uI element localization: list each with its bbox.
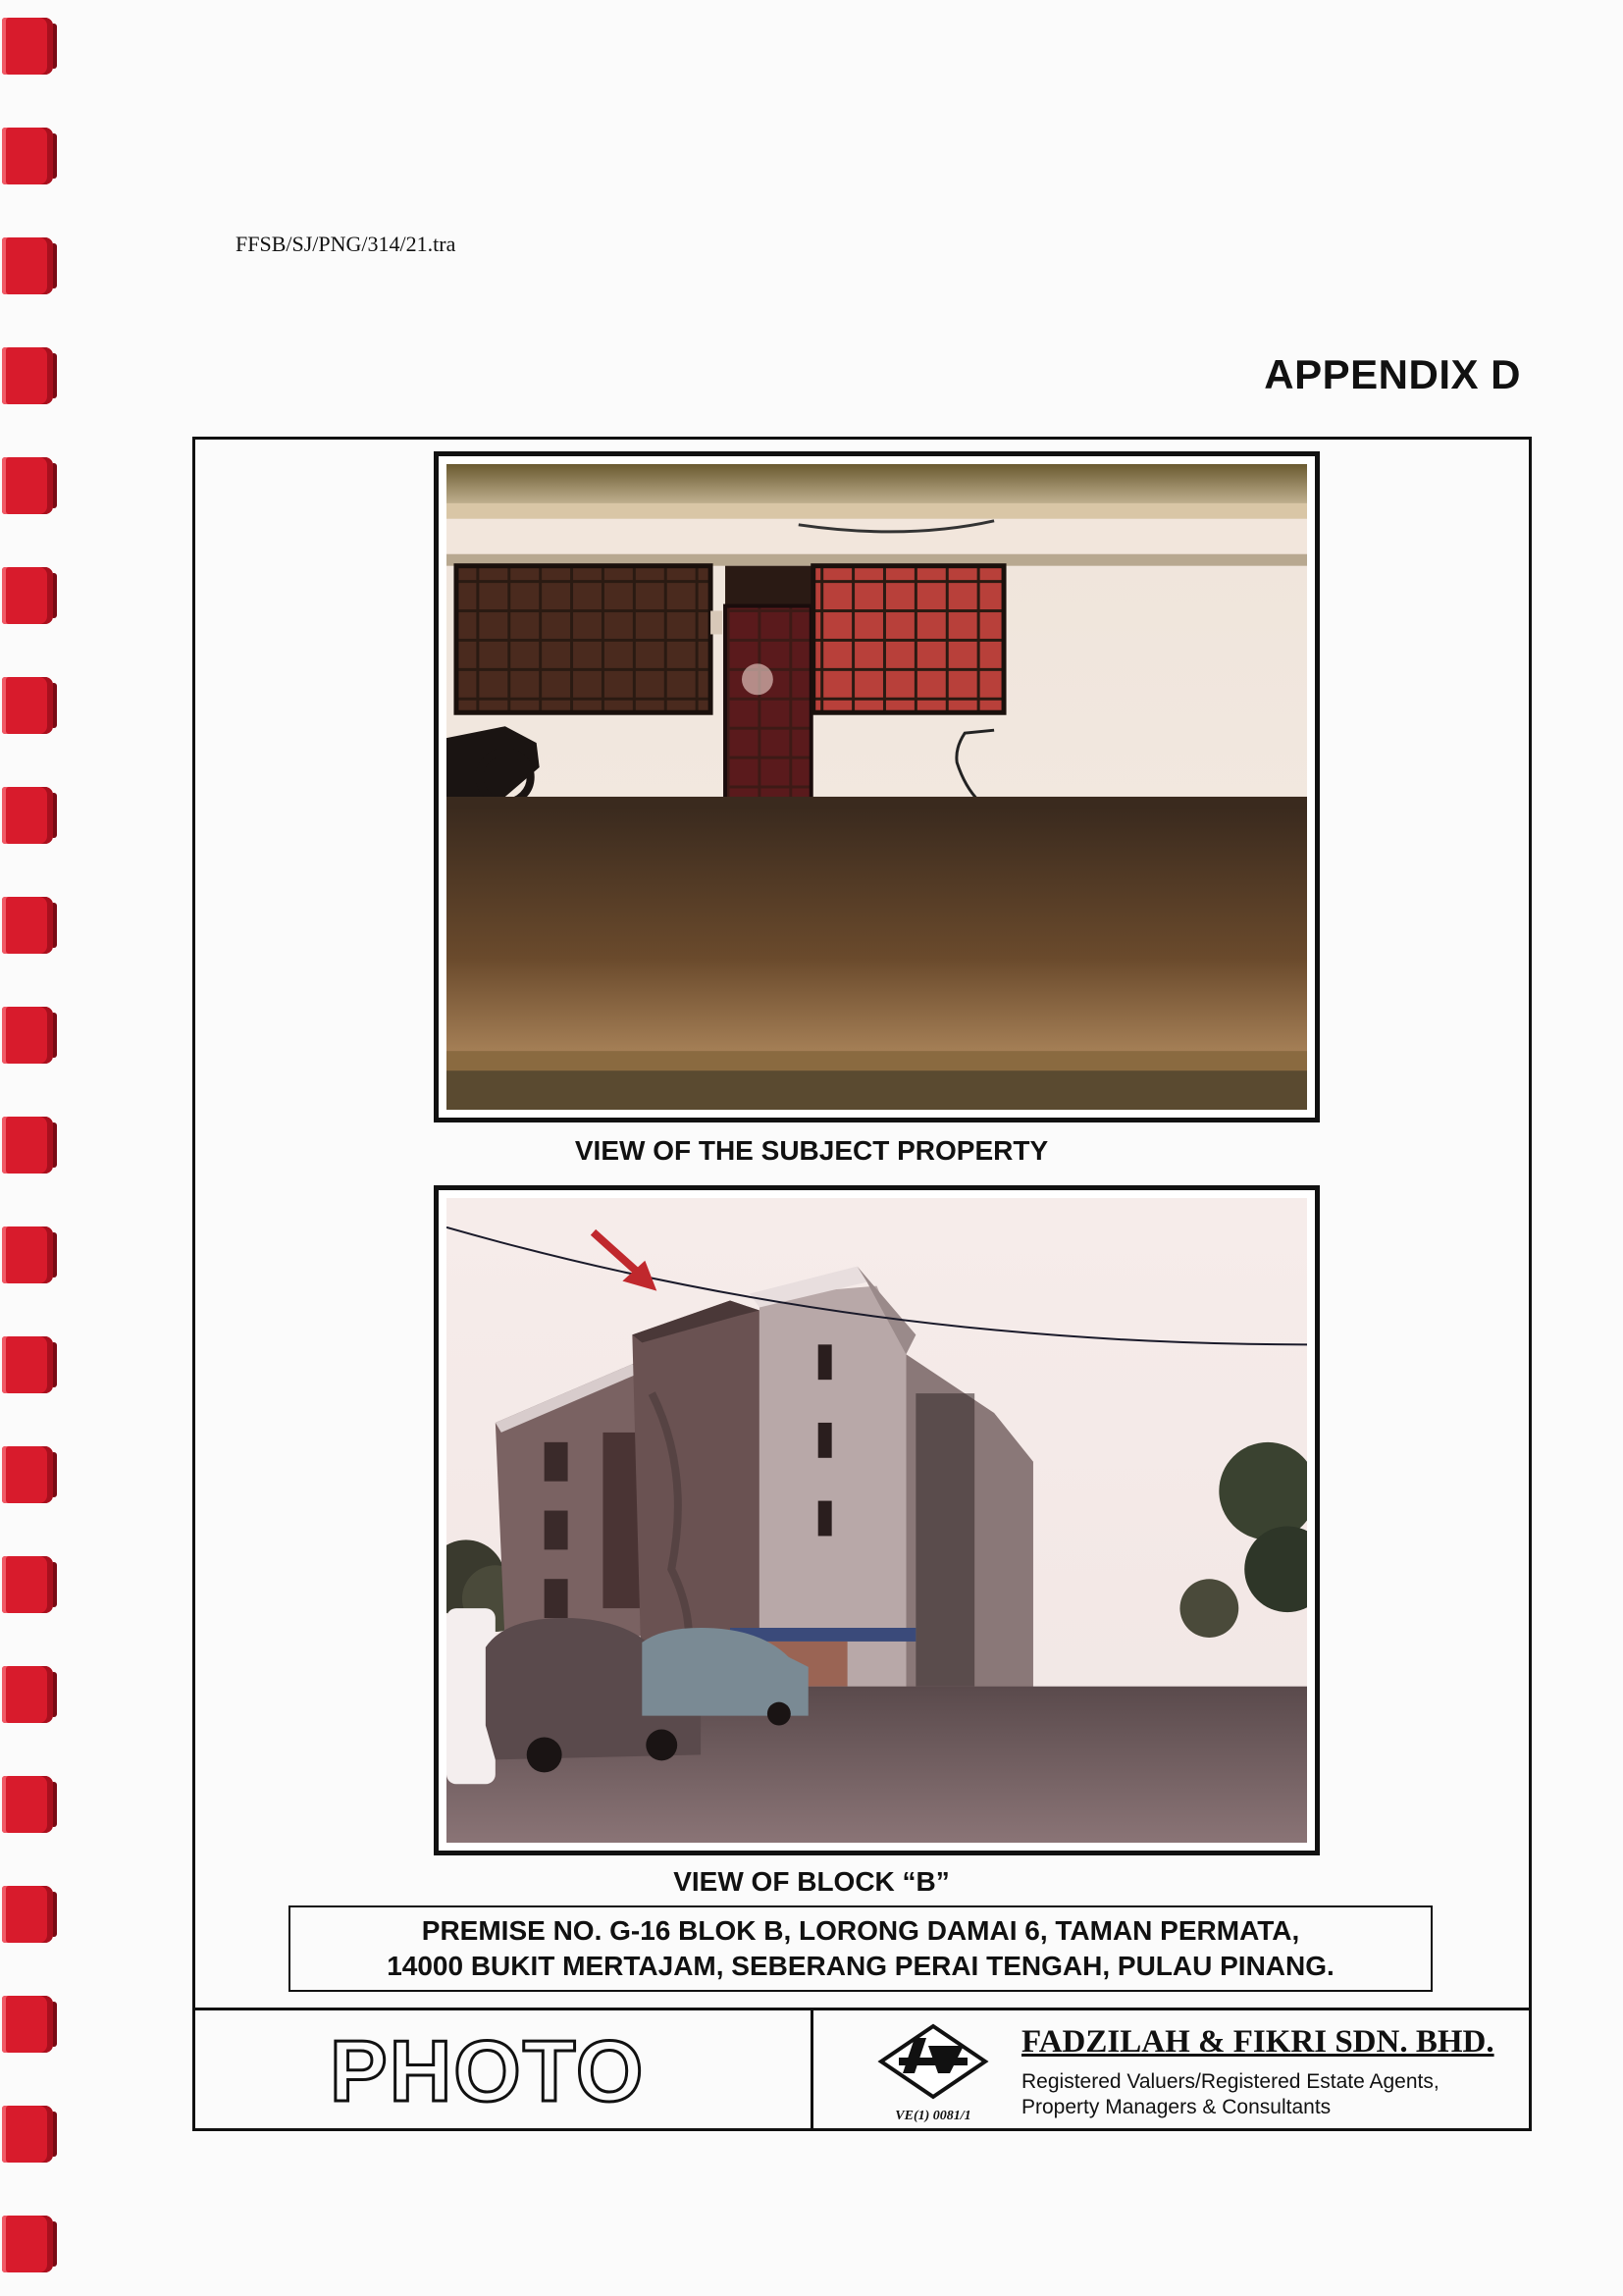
binding-ring xyxy=(2,2106,53,2163)
binding-ring xyxy=(2,1996,53,2053)
binding-ring xyxy=(2,677,53,734)
photo-label xyxy=(330,2024,703,2118)
binding-ring xyxy=(2,18,53,75)
block-b-image xyxy=(446,1198,1307,1843)
address-line-1: PREMISE NO. G-16 BLOK B, LORONG DAMAI 6, TAMAN PERMATA, xyxy=(421,1915,1300,1946)
binding-ring xyxy=(2,1776,53,1833)
binding-ring xyxy=(2,2216,53,2272)
binding-ring xyxy=(2,457,53,514)
logo-code: VE(1) 0081/1 xyxy=(895,2109,971,2123)
subject-property-image xyxy=(446,464,1307,1110)
binding-ring xyxy=(2,1007,53,1064)
address-line-2: 14000 BUKIT MERTAJAM, SEBERANG PERAI TENGAH, PULAU PINANG. xyxy=(387,1951,1335,1981)
binding-ring xyxy=(2,1446,53,1503)
binding-ring xyxy=(2,237,53,294)
appendix-title: APPENDIX D xyxy=(1264,351,1521,397)
binding-ring xyxy=(2,128,53,184)
photo-label-text: PHOTO xyxy=(330,2024,646,2118)
block-b-photo xyxy=(434,1185,1320,1855)
premise-address xyxy=(288,1905,1433,1992)
footer-bar xyxy=(192,2008,1532,2131)
company-logo xyxy=(869,2018,997,2126)
binding-ring xyxy=(2,347,53,404)
binding-ring xyxy=(2,787,53,844)
tagline-line-2: Property Managers & Consultants xyxy=(1021,2096,1332,2118)
subject-property-photo xyxy=(434,451,1320,1122)
footer-divider xyxy=(811,2010,813,2131)
binding-ring xyxy=(2,897,53,954)
subject-property-caption: VIEW OF THE SUBJECT PROPERTY xyxy=(574,1135,1049,1166)
firm-name: FADZILAH & FIKRI SDN. BHD. xyxy=(1021,2024,1494,2060)
binding-ring xyxy=(2,1226,53,1283)
firm-tagline xyxy=(1021,2069,1440,2120)
binding-ring xyxy=(2,1336,53,1393)
reference-number: FFSB/SJ/PNG/314/21.tra xyxy=(236,232,456,256)
binding-ring xyxy=(2,1666,53,1723)
tagline-line-1: Registered Valuers/Registered Estate Agents, xyxy=(1021,2070,1440,2093)
binding-ring xyxy=(2,1556,53,1613)
block-b-caption: VIEW OF BLOCK “B” xyxy=(673,1866,950,1897)
binding-ring xyxy=(2,567,53,624)
